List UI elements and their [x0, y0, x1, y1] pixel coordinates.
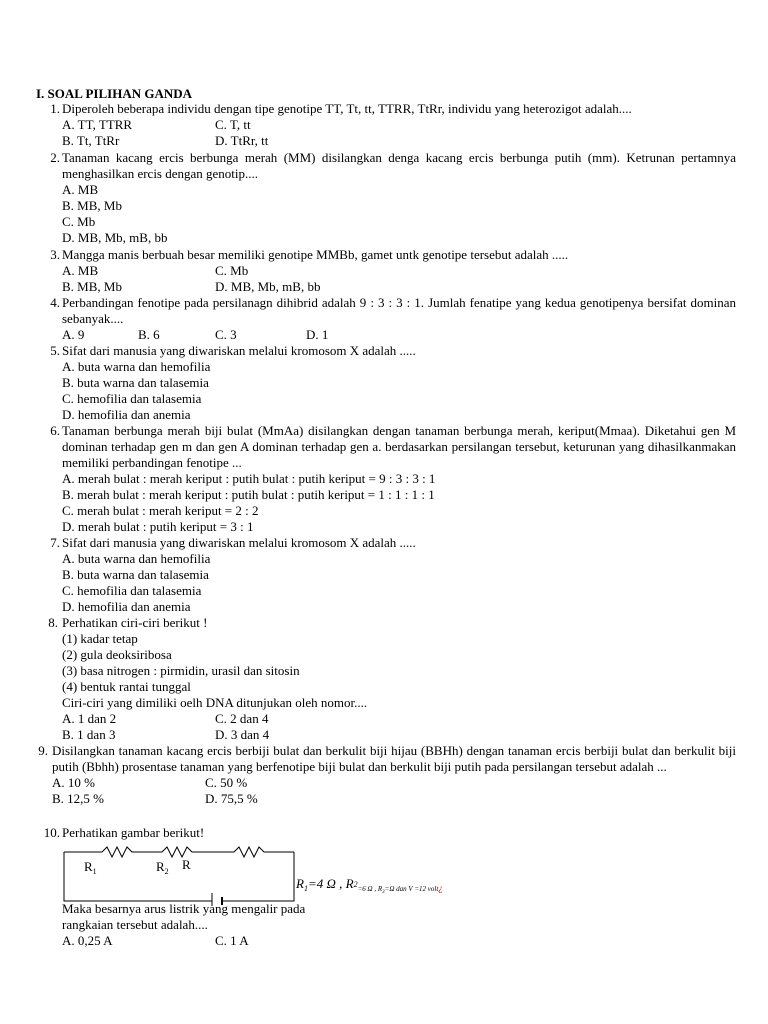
option-c: C. T, tt — [215, 117, 251, 132]
option-a: A. buta warna dan hemofilia — [62, 359, 211, 374]
question-8 — [36, 615, 736, 743]
option-a: A. 0,25 A — [62, 933, 113, 948]
question-number: 4. — [50, 295, 60, 310]
option-c: C. Mb — [215, 263, 249, 278]
question-number: 5. — [50, 343, 60, 358]
question-text: Mangga manis berbuah besar memiliki genotipe MMBb, gamet untk genotipe tersebut adalah ..... — [62, 247, 569, 262]
option-d: D. TtRr, tt — [215, 133, 269, 148]
option-c: C. merah bulat : merah keriput = 2 : 2 — [62, 503, 259, 518]
question-7 — [36, 535, 736, 615]
option-c: C. 50 % — [205, 775, 248, 790]
option-a: A. TT, TTRR — [62, 117, 133, 132]
resistor-1-label: $R_1$ — [84, 859, 97, 876]
option-c: C. hemofilia dan talasemia — [62, 391, 202, 406]
option-b: B. buta warna dan talasemia — [62, 375, 209, 390]
question-number: 3. — [50, 247, 60, 262]
prompt-line-2: rangkaian tersebut adalah.... — [62, 917, 208, 932]
question-number: 1. — [50, 101, 60, 116]
question-2 — [36, 150, 736, 246]
option-c: C. Mb — [62, 214, 96, 229]
option-d: D. hemofilia dan anemia — [62, 599, 191, 614]
option-b: B. Tt, TtRr — [62, 133, 120, 148]
option-d: D. merah bulat : putih keriput = 3 : 1 — [62, 519, 254, 534]
option-c: C. 3 — [215, 327, 237, 342]
question-prompt: Ciri-ciri yang dimiliki oelh DNA ditunjukan oleh nomor.... — [62, 695, 368, 710]
option-d: D. 75,5 % — [205, 791, 258, 806]
option-b: B. 12,5 % — [52, 791, 104, 806]
option-c: C. 1 A — [215, 933, 249, 948]
question-number: 9. — [38, 743, 48, 758]
option-a: A. 10 % — [52, 775, 95, 790]
option-b: B. buta warna dan talasemia — [62, 567, 209, 582]
option-d: D. 1 — [306, 327, 329, 342]
formula-r2-value: =6 Ω , R — [357, 885, 383, 893]
question-text: Tanaman kacang ercis berbunga merah (MM) disilangkan denga kacang ercis berbunga putih (mm). Ketrunan pertamnya menghasilkan ercis dengan genotip.... — [62, 150, 736, 181]
feature-item-3: (3) basa nitrogen : pirmidin, urasil dan sitosin — [62, 663, 300, 678]
question-4 — [36, 295, 736, 343]
option-a: A. 9 — [62, 327, 85, 342]
feature-item-2: (2) gula deoksiribosa — [62, 647, 172, 662]
formula-r1: R — [296, 876, 304, 891]
question-number: 8. — [48, 615, 58, 630]
question-number: 6. — [50, 423, 60, 438]
option-a: A. merah bulat : merah keriput : putih bulat : putih keriput = 9 : 3 : 3 : 1 — [62, 471, 436, 486]
question-text: Sifat dari manusia yang diwariskan melalui kromosom X adalah ..... — [62, 535, 416, 550]
question-5 — [36, 343, 736, 423]
question-text: Diperoleh beberapa individu dengan tipe genotipe TT, Tt, tt, TTRR, TtRr, individu yang heterozigot adalah.... — [62, 101, 632, 116]
question-number: 2. — [50, 150, 60, 165]
question-10 — [36, 825, 736, 841]
section-title: I. SOAL PILIHAN GANDA — [36, 86, 193, 101]
option-a: A. MB — [62, 182, 99, 197]
option-c: C. 2 dan 4 — [215, 711, 269, 726]
circuit-values — [296, 876, 443, 895]
option-c: C. hemofilia dan talasemia — [62, 583, 202, 598]
option-b: B. 1 dan 3 — [62, 727, 116, 742]
option-b: B. merah bulat : merah keriput : putih bulat : putih keriput = 1 : 1 : 1 : 1 — [62, 487, 435, 502]
option-d: D. 3 dan 4 — [215, 727, 270, 742]
formula-r3-sub: 3 — [382, 890, 385, 895]
question-3 — [36, 247, 736, 295]
prompt-line-1: Maka besarnya arus listrik yang mengalir pada — [62, 901, 306, 916]
option-a: A. MB — [62, 263, 99, 278]
option-b: B. MB, Mb — [62, 279, 122, 294]
feature-item-1: (1) kadar tetap — [62, 631, 138, 646]
option-b: B. MB, Mb — [62, 198, 122, 213]
formula-r1-sub: 1 — [303, 884, 308, 893]
formula-tail: =Ω dan V =12 volt — [384, 885, 439, 893]
option-d: D. hemofilia dan anemia — [62, 407, 191, 422]
question-text: Disilangkan tanaman kacang ercis berbiji bulat dan berkulit biji hijau (BBHh) dengan tanaman ercis berbiji bulat dan berkulit biji putih (Bbhh) prosentase tanaman yang berfenotipe biji bulat dan berkulit biji putih pada persilangan tersebut adalah ... — [52, 743, 736, 774]
option-a: A. buta warna dan hemofilia — [62, 551, 211, 566]
question-number: 7. — [50, 535, 60, 550]
resistor-2-label: $R_2$ — [156, 859, 169, 876]
question-text: Perhatikan gambar berikut! — [62, 825, 205, 840]
question-9 — [36, 743, 736, 807]
option-d: D. MB, Mb, mB, bb — [215, 279, 321, 294]
question-text: Perhatikan ciri-ciri berikut ! — [62, 615, 208, 630]
question-1 — [36, 101, 736, 149]
question-text: Sifat dari manusia yang diwariskan melalui kromosom X adalah ..... — [62, 343, 416, 358]
option-d: D. MB, Mb, mB, bb — [62, 230, 168, 245]
formula-r2-sub: 2 — [353, 880, 358, 889]
formula-mark: ¿ — [438, 883, 443, 893]
formula-r1-value: =4 Ω , R — [307, 876, 354, 891]
question-text: Perbandingan fenotipe pada persilanagn dihibrid adalah 9 : 3 : 3 : 1. Jumlah fenatipe yang kedua genotipenya bersifat dominan sebanyak.... — [62, 295, 736, 326]
option-a: A. 1 dan 2 — [62, 711, 117, 726]
resistor-3-label: R — [182, 857, 191, 872]
question-number: 10. — [43, 825, 60, 840]
question-text: Tanaman berbunga merah biji bulat (MmAa) disilangkan dengan tanaman berbunga merah, keriput(Mmaa). Diketahui gen M dominan terhadap gen m dan gen A dominan terhadap gen a. berdasarkan persilangan tersebut, keturunan yang dihasilkanmakan memiliki perbandingan fenotipe ... — [62, 423, 736, 470]
question-10-prompt — [36, 901, 736, 949]
feature-item-4: (4) bentuk rantai tunggal — [62, 679, 191, 694]
question-6 — [36, 423, 736, 535]
option-b: B. 6 — [138, 327, 160, 342]
